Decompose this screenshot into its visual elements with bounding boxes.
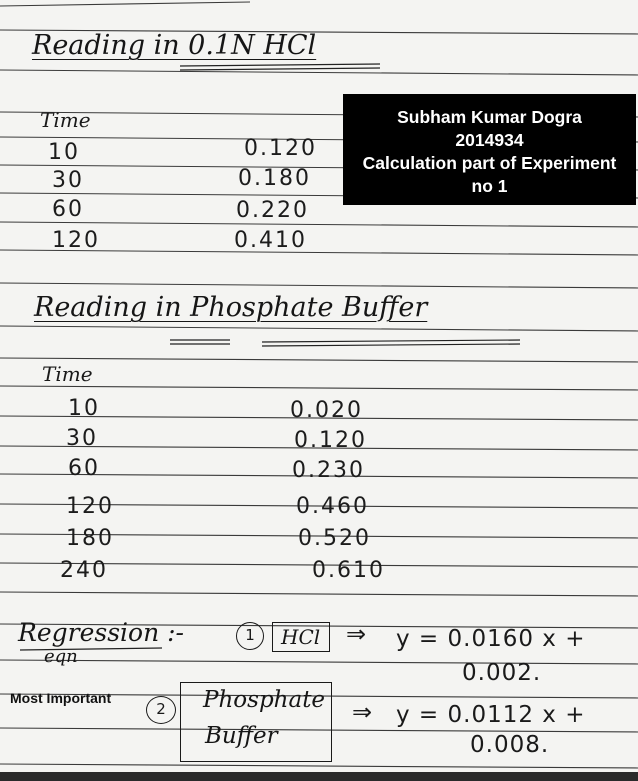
hcl-time-4: 120 [52, 228, 100, 253]
experiment-number: no 1 [471, 176, 508, 196]
buffer-time-label: Time [42, 362, 93, 386]
hcl-label: HCl [281, 625, 321, 649]
buffer-value-5: 0.520 [298, 526, 371, 551]
buffer-time-4: 120 [66, 494, 114, 519]
hcl-equation-line1: y = 0.0160 x + [396, 626, 586, 652]
item2-marker: 2 [146, 696, 176, 724]
item1-marker: 1 [236, 622, 264, 650]
buffer-value-2: 0.120 [294, 428, 367, 453]
buffer-value-6: 0.610 [312, 558, 385, 583]
hcl-value-2: 0.180 [238, 166, 311, 191]
buffer-label-line2: Buffer [205, 723, 278, 749]
hcl-time-2: 30 [52, 168, 84, 193]
buffer-time-2: 30 [66, 426, 98, 451]
buffer-time-5: 180 [66, 526, 114, 551]
hcl-label-box [272, 622, 330, 652]
buffer-time-1: 10 [68, 396, 100, 421]
hcl-value-4: 0.410 [234, 228, 307, 253]
student-name: Subham Kumar Dogra [397, 107, 582, 127]
experiment-line: Calculation part of Experiment [362, 153, 617, 173]
buffer-equation-line1: y = 0.0112 x + [396, 702, 586, 728]
regression-subtitle: eqn [44, 646, 78, 667]
hcl-time-3: 60 [52, 197, 84, 222]
buffer-value-4: 0.460 [296, 494, 369, 519]
hcl-value-3: 0.220 [236, 198, 309, 223]
buffer-value-3: 0.230 [292, 458, 365, 483]
student-roll: 2014934 [455, 130, 524, 150]
hcl-heading: Reading in 0.1N HCl [32, 30, 317, 61]
hcl-time-1: 10 [48, 140, 80, 165]
buffer-time-6: 240 [60, 558, 108, 583]
arrow-2: ⇒ [352, 698, 373, 726]
regression-heading: Regression :- [18, 618, 184, 647]
student-info-box [343, 94, 636, 205]
buffer-label-line1: Phosphate [203, 687, 326, 713]
buffer-heading: Reading in Phosphate Buffer [34, 292, 428, 323]
buffer-label-box [180, 682, 332, 762]
hcl-time-label: Time [40, 108, 91, 132]
buffer-time-3: 60 [68, 456, 100, 481]
buffer-equation-line2: 0.008. [470, 732, 550, 758]
arrow-1: ⇒ [346, 620, 367, 648]
hcl-equation-line2: 0.002. [462, 660, 542, 686]
hcl-value-1: 0.120 [244, 136, 317, 161]
most-important-note: Most Important [10, 690, 112, 706]
buffer-value-1: 0.020 [290, 398, 363, 423]
